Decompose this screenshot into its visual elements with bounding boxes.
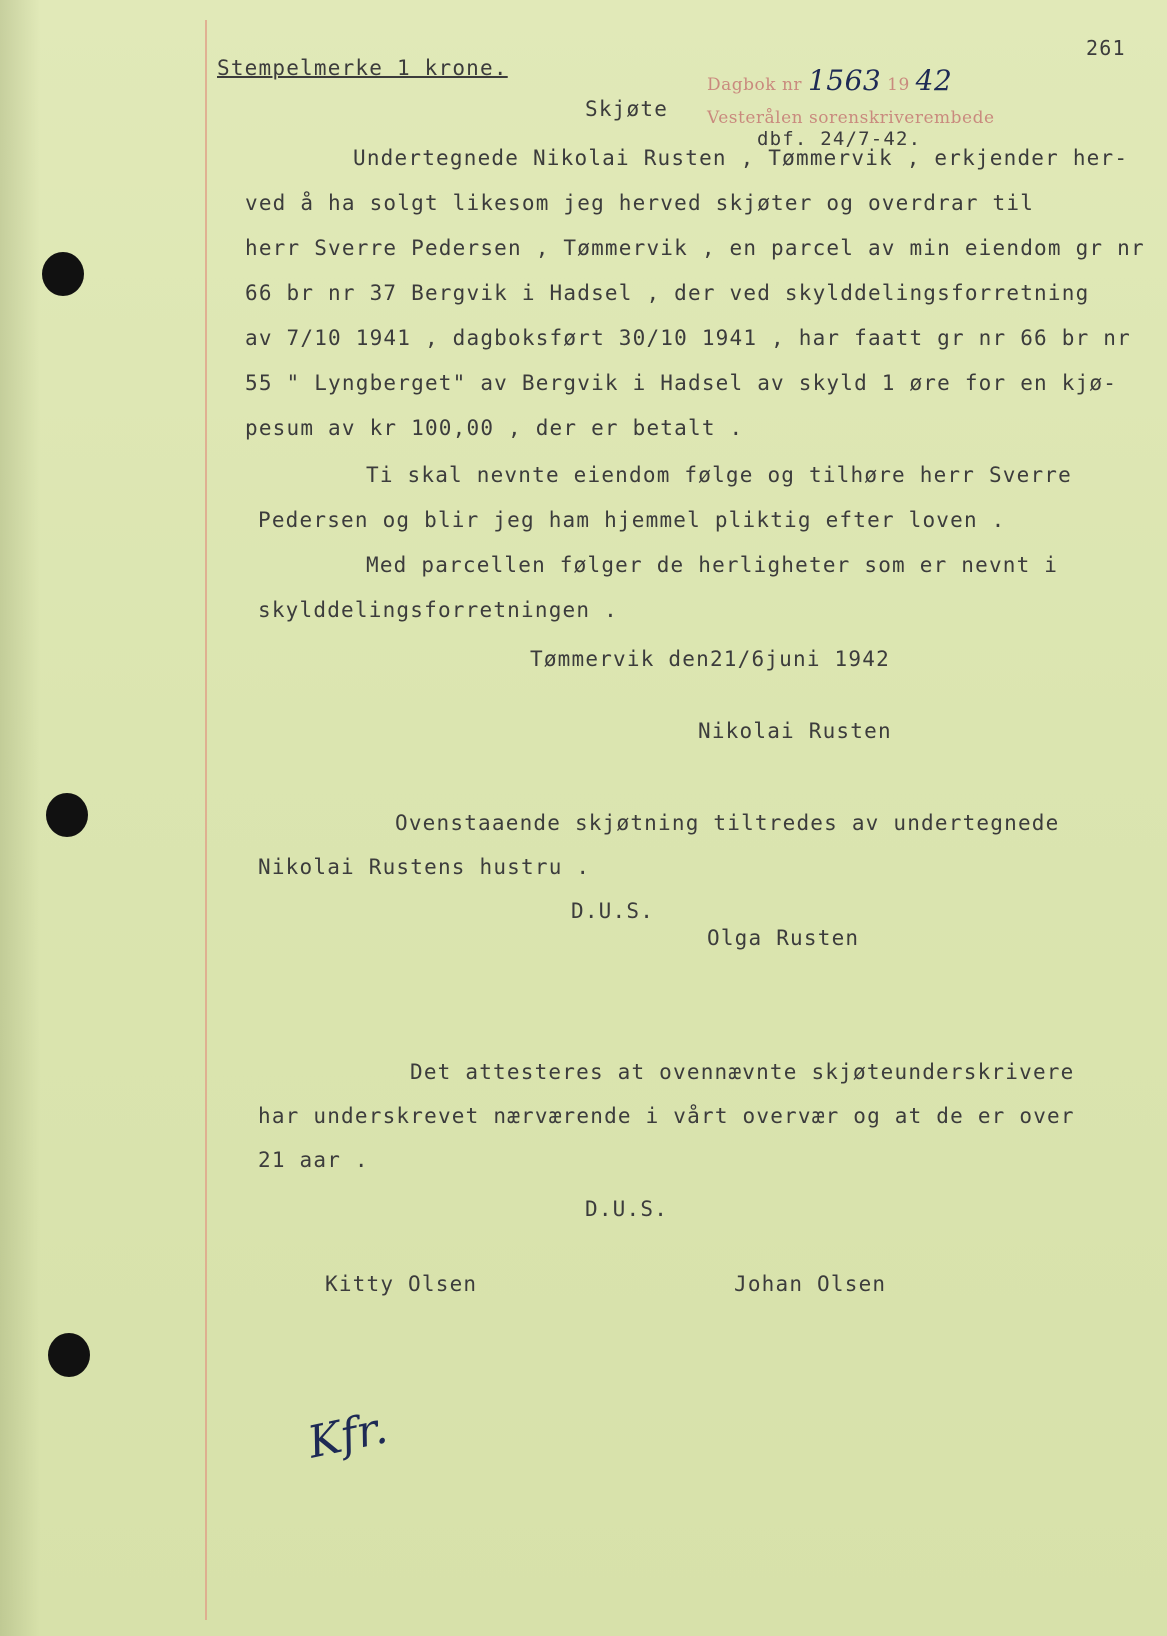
consent-line: Nikolai Rustens hustru . xyxy=(258,855,591,879)
spouse-signature: Olga Rusten xyxy=(707,926,860,950)
body-line: skylddelingsforretningen . xyxy=(258,598,618,622)
red-margin-line xyxy=(205,20,207,1620)
punch-hole xyxy=(46,793,88,837)
punch-hole xyxy=(48,1333,90,1377)
page-edge-shadow xyxy=(0,0,40,1636)
body-line: av 7/10 1941 , dagboksført 30/10 1941 , har faatt gr nr 66 br nr xyxy=(245,326,1131,350)
body-line: pesum av kr 100,00 , der er betalt . xyxy=(245,416,744,440)
body-line: Med parcellen følger de herligheter som er nevnt i xyxy=(366,553,1059,577)
diary-number: 1563 xyxy=(807,64,882,97)
document-title: Skjøte xyxy=(585,97,669,121)
punch-hole xyxy=(42,252,84,296)
dbf-date: dbf. 24/7-42. xyxy=(757,128,922,150)
dus-mark: D.U.S. xyxy=(585,1197,669,1221)
body-line: Pedersen og blir jeg ham hjemmel pliktig efter loven . xyxy=(258,508,1006,532)
dus-mark: D.U.S. xyxy=(571,899,655,923)
attestation-line: har underskrevet nærværende i vårt overvær og at de er over xyxy=(258,1104,1075,1128)
attestation-line: 21 aar . xyxy=(258,1148,369,1172)
body-line: Undertegnede Nikolai Rusten , Tømmervik , erkjender her- xyxy=(353,146,1129,170)
attestation-line: Det attesteres at ovennævnte skjøteunderskrivere xyxy=(410,1060,1075,1084)
body-line: Ti skal nevnte eiendom følge og tilhøre herr Sverre xyxy=(366,463,1072,487)
handwritten-initials: Kfr. xyxy=(303,1402,392,1469)
witness-signature: Johan Olsen xyxy=(734,1272,887,1296)
body-line: herr Sverre Pedersen , Tømmervik , en parcel av min eiendom gr nr xyxy=(245,236,1145,260)
diary-year: 42 xyxy=(915,64,953,97)
body-line: ved å ha solgt likesom jeg herved skjøter og overdrar til xyxy=(245,191,1035,215)
consent-line: Ovenstaaende skjøtning tiltredes av undertegnede xyxy=(395,811,1060,835)
registry-stamp-line1: Dagbok nr 1563 19 42 xyxy=(707,64,953,97)
registry-stamp-line2: Vesterålen sorenskriverembede xyxy=(707,108,995,128)
stamp-duty-note: Stempelmerke 1 krone. xyxy=(217,56,508,80)
place-and-date: Tømmervik den21/6juni 1942 xyxy=(530,647,890,671)
seller-signature: Nikolai Rusten xyxy=(698,719,892,743)
page-number: 261 xyxy=(1086,36,1126,60)
witness-signature: Kitty Olsen xyxy=(325,1272,478,1296)
body-line: 66 br nr 37 Bergvik i Hadsel , der ved skylddelingsforretning xyxy=(245,281,1090,305)
body-line: 55 " Lyngberget" av Bergvik i Hadsel av skyld 1 øre for en kjø- xyxy=(245,371,1118,395)
